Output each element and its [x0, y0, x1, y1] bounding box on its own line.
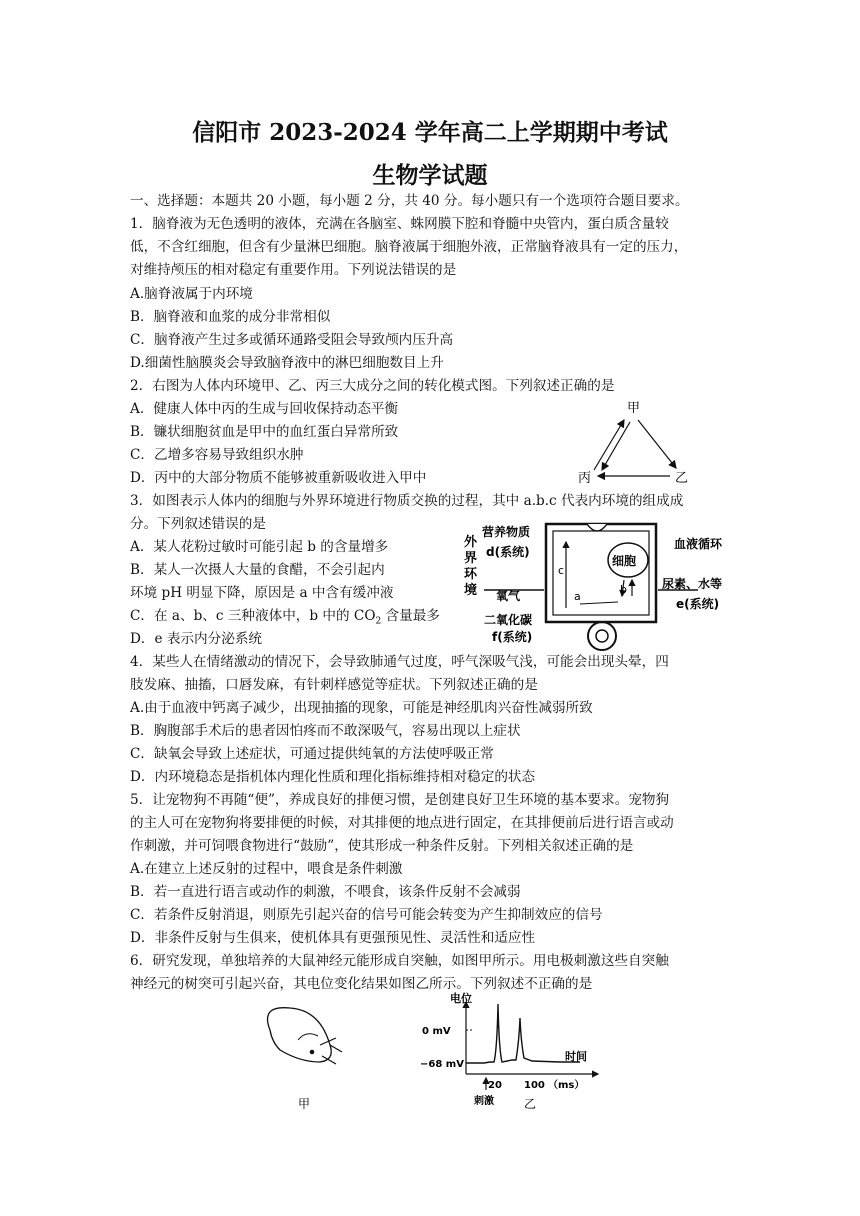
q6-stem-1: 6．研究发现，单独培养的大鼠神经元能形成自突触，如图甲所示。用电极刺激这些自突触: [130, 953, 669, 969]
arrow-bing-to-jia: [594, 420, 624, 470]
q6-stim: 刺激: [474, 1096, 494, 1107]
q5-stem-2: 的主人可在宠物狗将要排便的时候，对其排便的地点进行固定，在其排便前后进行语言或动: [130, 815, 674, 831]
q2-option-b: B．镰状细胞贫血是甲中的血红蛋白异常所致: [130, 424, 399, 440]
q3-stem-1: 3．如图表示人体内的细胞与外界环境进行物质交换的过程，其中 a.b.c 代表内环境的组成成: [130, 493, 684, 509]
q2-option-a: A．健康人体中丙的生成与回收保持动态平衡: [130, 401, 399, 417]
q3-option-b-1: B．某人一次摄人大量的食醋，不会引起内: [130, 562, 385, 578]
q3-option-c-post: 含量最多: [381, 608, 440, 624]
q3-co2: 二氧化碳: [484, 613, 533, 627]
q1-option-c: C．脑脊液产生过多或循环通路受阻会导致颅内压升高: [130, 332, 454, 348]
q3-line-a-b: [580, 602, 618, 604]
q6-neuron-figure: [250, 1000, 370, 1115]
q6-unit: （ms）: [548, 1080, 585, 1091]
q2-label-jia: 甲: [627, 401, 641, 416]
arrow-jia-to-yi: [638, 420, 676, 468]
q3-outer-1: 外: [464, 535, 478, 550]
q1-stem-2: 低，不含红细胞，但含有少量淋巴细胞。脑脊液属于细胞外液，正常脑脊液具有一定的压力，: [130, 239, 688, 255]
q2-option-d: D．丙中的大部分物质不能够被重新吸收进入甲中: [130, 470, 427, 486]
q6-label-yi: 乙: [524, 1097, 537, 1111]
q3-nutrients: 营养物质: [482, 525, 531, 539]
q4-stem-2: 肢发麻、抽搐，口唇发麻，有针刺样感觉等症状。下列叙述正确的是: [130, 677, 538, 693]
q6-label-jia: 甲: [298, 1097, 311, 1111]
q4-stem-1: 4．某些人在情绪激动的情况下，会导致肺通气过度，呼气深吸气浅，可能会出现头晕，四: [130, 654, 669, 670]
q3-lung-inner: [596, 630, 608, 642]
q1-stem-3: 对维持颅压的相对稳定有重要作用。下列说法错误的是: [130, 262, 457, 278]
q3-cell-label: 细胞: [612, 554, 637, 568]
q3-blood: 血液循环: [674, 537, 723, 551]
q6-potential-curve: [466, 1004, 580, 1063]
q6-y68: −68 mV: [420, 1059, 464, 1070]
q2-label-yi: 乙: [675, 471, 689, 486]
q1-option-b: B．脑脊液和血浆的成分非常相似: [130, 309, 331, 325]
exam-subtitle: 生物学试题: [372, 162, 488, 189]
q1-option-d: D.细菌性脑膜炎会导致脑脊液中的淋巴细胞数目上升: [130, 355, 444, 371]
q5-option-b: B．若一直进行语言或动作的刺激，不喂食，该条件反射不会减弱: [130, 884, 521, 900]
q3-label-c: c: [558, 564, 565, 577]
q3-option-a: A．某人花粉过敏时可能引起 b 的含量增多: [130, 539, 389, 555]
exam-title: 信阳市 2023-2024 学年高二上学期期中考试: [192, 119, 668, 146]
q3-option-c-sub: 2: [375, 616, 382, 627]
q4-option-a: A.由于血液中钙离子减少，出现抽搐的现象，可能是神经肌肉兴奋性减弱所致: [130, 700, 593, 716]
q3-oxygen: 氧气: [496, 589, 521, 603]
q1-stem-1: 1．脑脊液为无色透明的液体，充满在各脑室、蛛网膜下腔和脊髓中央管内，蛋白质含量较: [130, 216, 669, 232]
q6-y0: 0 mV: [422, 1026, 451, 1037]
q3-d-system: d(系统): [486, 545, 530, 559]
q3-label-b: b: [620, 583, 627, 596]
q6-synapse-dot: [310, 1050, 315, 1055]
q2-triangle-diagram: [570, 398, 700, 488]
q3-lung-circle: [588, 622, 616, 650]
q6-x20: 20: [488, 1080, 502, 1091]
q5-option-a: A.在建立上述反射的过程中，喂食是条件刺激: [130, 861, 403, 877]
q3-intestine-notch: [587, 524, 607, 531]
q3-outer-4: 境: [464, 583, 478, 598]
q6-xlabel: 时间: [565, 1050, 587, 1063]
q3-option-d: D．e 表示内分泌系统: [130, 631, 263, 647]
arrow-jia-to-bing: [602, 422, 630, 470]
q1-option-a: A.脑脊液属于内环境: [130, 286, 253, 302]
q2-stem: 2．右图为人体内环境甲、乙、丙三大成分之间的转化模式图。下列叙述正确的是: [130, 378, 615, 394]
q6-x100: 100: [524, 1080, 545, 1091]
q6-neuron-body: [268, 1008, 332, 1062]
q3-option-c-pre: C．在 a、b、c 三种液体中，b 中的 CO: [130, 608, 376, 624]
q3-stem-2: 分。下列叙述错误的是: [130, 516, 266, 532]
q3-label-a: a: [574, 590, 581, 603]
q4-option-c: C．缺氧会导致上述症状，可通过提供纯氧的方法使呼吸正常: [130, 746, 494, 762]
q4-option-d: D．内环境稳态是指机体内理化性质和理化指标维持相对稳定的状态: [130, 769, 536, 785]
section-heading: 一、选择题：本题共 20 小题，每小题 2 分，共 40 分。每小题只有一个选项符合题目要求。: [130, 193, 689, 209]
q6-axon: [298, 1034, 318, 1040]
q3-f-system: f(系统): [492, 630, 533, 644]
q3-option-b-2: 环境 pH 明显下降，原因是 a 中含有缓冲液: [130, 585, 394, 601]
q3-e-system: e(系统): [676, 597, 720, 611]
q5-option-c: C．若条件反射消退，则原先引起兴奋的信号可能会转变为产生抑制效应的信号: [130, 907, 603, 923]
q2-option-c: C．乙增多容易导致组织水肿: [130, 447, 304, 463]
q4-option-b: B．胸腹部手术后的患者因怕疼而不敢深吸气，容易出现以上症状: [130, 723, 521, 739]
q2-label-bing: 丙: [578, 471, 592, 486]
q3-exchange-diagram: [462, 518, 752, 658]
q5-stem-1: 5．让宠物狗不再随“便”，养成良好的排便习惯，是创建良好卫生环境的基本要求。宠物狗: [130, 792, 670, 808]
q5-stem-3: 作刺激，并可饲喂食物进行“鼓励”，使其形成一种条件反射。下列相关叙述正确的是: [130, 838, 634, 854]
q3-outer-2: 界: [464, 551, 478, 566]
q3-urea: 尿素、水等: [662, 577, 723, 591]
q3-outer-3: 环: [464, 567, 478, 582]
q5-option-d: D．非条件反射与生俱来，使机体具有更强预见性、灵活性和适应性: [130, 930, 536, 946]
q6-ylabel: 电位: [450, 992, 472, 1005]
q6-potential-graph: [420, 990, 610, 1115]
q6-stem-2: 神经元的树突可引起兴奋，其电位变化结果如图乙所示。下列叙述不正确的是: [130, 976, 593, 992]
